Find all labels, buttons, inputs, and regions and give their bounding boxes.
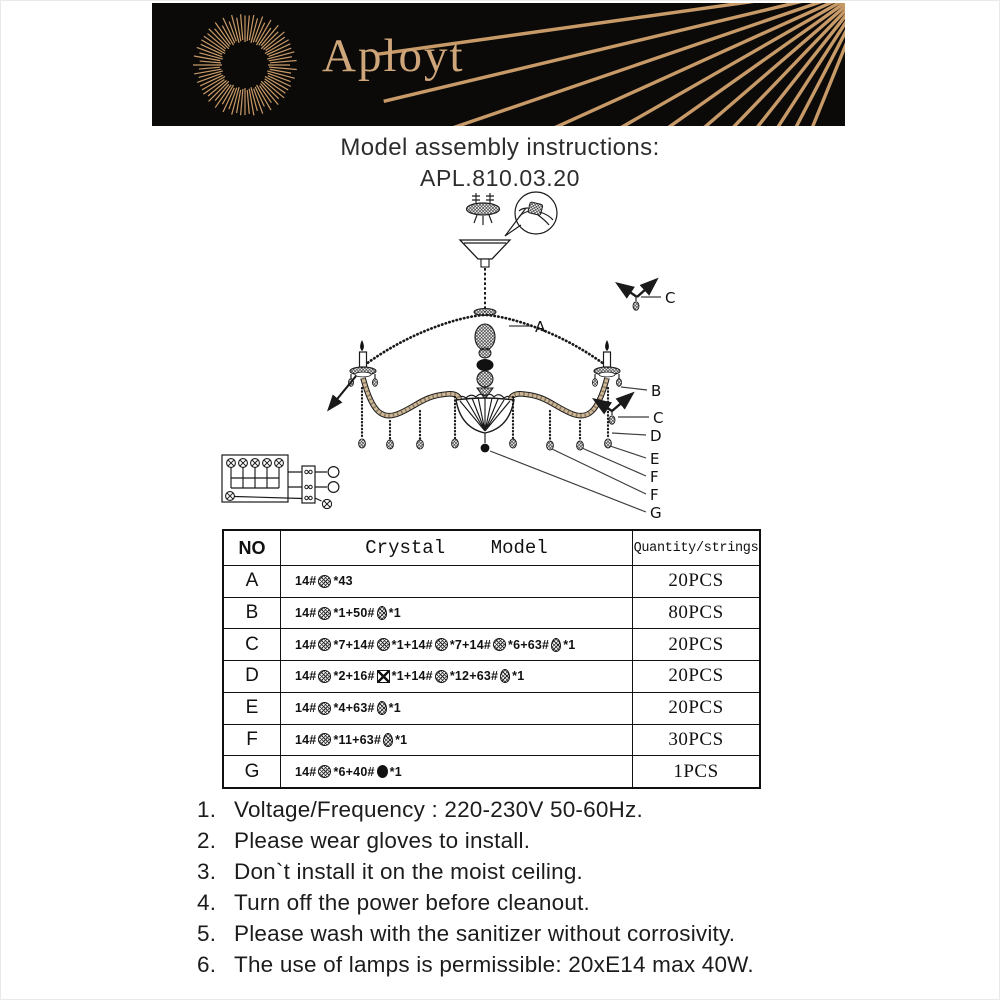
round-crystal-bead-icon: [435, 638, 448, 651]
note-number: 1.: [197, 797, 217, 822]
label-f1: F: [650, 468, 659, 486]
round-crystal-bead-icon: [318, 733, 331, 746]
note-text: Turn off the power before cleanout.: [234, 890, 590, 915]
note-item: [197, 797, 967, 823]
table-row-no: C: [224, 628, 280, 660]
round-crystal-bead-icon: [318, 702, 331, 715]
note-number: 6.: [197, 952, 217, 977]
table-row-model: 14# *6+40# *1: [280, 755, 633, 787]
table-row-qty: 20PCS: [633, 565, 759, 597]
table-row-model: 14# *43: [280, 565, 633, 597]
round-crystal-bead-icon: [318, 638, 331, 651]
table-row-no: E: [224, 692, 280, 724]
table-row-model: 14# *2+16# *1+14# *12+63# *1: [280, 660, 633, 692]
assembly-diagram: [195, 188, 705, 522]
model-number: APL.810.03.20: [420, 165, 580, 191]
round-crystal-bead-icon: [318, 575, 331, 588]
teardrop-crystal-bead-icon: [383, 733, 393, 747]
table-row-no: B: [224, 597, 280, 629]
label-c-top: C: [665, 289, 676, 307]
table-row-model: 14# *4+63# *1: [280, 692, 633, 724]
label-c-mid: C: [653, 409, 664, 427]
note-text: Please wash with the sanitizer without corrosivity.: [234, 921, 736, 946]
c-strand-detail-top: [618, 280, 656, 310]
table-row-model: 14# *1+50# *1: [280, 597, 633, 629]
note-item: [197, 859, 967, 885]
label-g: G: [650, 504, 662, 522]
label-a: A: [535, 318, 546, 336]
table-row-model: 14# *11+63# *1: [280, 724, 633, 756]
ceiling-mount-detail: [467, 193, 500, 225]
note-text: Voltage/Frequency : 220-230V 50-60Hz.: [234, 797, 643, 822]
solid-ball-bead-icon: [377, 765, 388, 778]
label-d: D: [650, 427, 662, 445]
teardrop-crystal-bead-icon: [377, 606, 387, 620]
round-crystal-bead-icon: [435, 670, 448, 683]
table-row-no: A: [224, 565, 280, 597]
note-item: [197, 952, 967, 978]
teardrop-crystal-bead-icon: [551, 638, 561, 652]
table-row-no: F: [224, 724, 280, 756]
note-number: 4.: [197, 890, 217, 915]
square-crystal-bead-icon: [377, 670, 390, 683]
label-b: B: [651, 382, 662, 400]
table-header-model: Crystal Model: [280, 531, 633, 565]
round-crystal-bead-icon: [318, 607, 331, 620]
table-row-qty: 20PCS: [633, 628, 759, 660]
note-text: Please wear gloves to install.: [234, 828, 531, 853]
page-title: [0, 134, 1000, 192]
table-header-no: NO: [238, 537, 266, 558]
label-f2: F: [650, 486, 659, 504]
note-number: 3.: [197, 859, 217, 884]
note-item: [197, 921, 967, 947]
wire-connection-magnifier: [505, 192, 557, 236]
crystal-table: [222, 529, 761, 789]
brand-name: Aployt: [322, 30, 465, 82]
table-row-qty: 1PCS: [633, 755, 759, 787]
title-line: Model assembly instructions:: [340, 134, 660, 161]
starburst-icon: [193, 14, 297, 115]
note-number: 2.: [197, 828, 217, 853]
note-text: The use of lamps is permissible: 20xE14 max 40W.: [234, 952, 754, 977]
round-crystal-bead-icon: [493, 638, 506, 651]
table-row-qty: 30PCS: [633, 724, 759, 756]
table-row-qty: 20PCS: [633, 692, 759, 724]
table-header-qty: Quantity/strings: [633, 540, 759, 556]
table-row-qty: 80PCS: [633, 597, 759, 629]
table-row-qty: 20PCS: [633, 660, 759, 692]
note-item: [197, 828, 967, 854]
wiring-schematic: [222, 455, 339, 509]
chandelier-drawing: [329, 240, 656, 452]
teardrop-crystal-bead-icon: [377, 701, 387, 715]
brand-banner: [152, 3, 845, 126]
teardrop-crystal-bead-icon: [500, 669, 510, 683]
note-item: [197, 890, 967, 916]
notes-list: [197, 797, 967, 983]
diagram-callouts: [490, 289, 675, 522]
table-row-no: G: [224, 755, 280, 787]
round-crystal-bead-icon: [377, 638, 390, 651]
note-text: Don`t install it on the moist ceiling.: [234, 859, 584, 884]
round-crystal-bead-icon: [318, 765, 331, 778]
label-e: E: [650, 450, 660, 468]
note-number: 5.: [197, 921, 217, 946]
table-row-no: D: [224, 660, 280, 692]
round-crystal-bead-icon: [318, 670, 331, 683]
table-row-model: 14# *7+14# *1+14# *7+14# *6+63# *1: [280, 628, 633, 660]
